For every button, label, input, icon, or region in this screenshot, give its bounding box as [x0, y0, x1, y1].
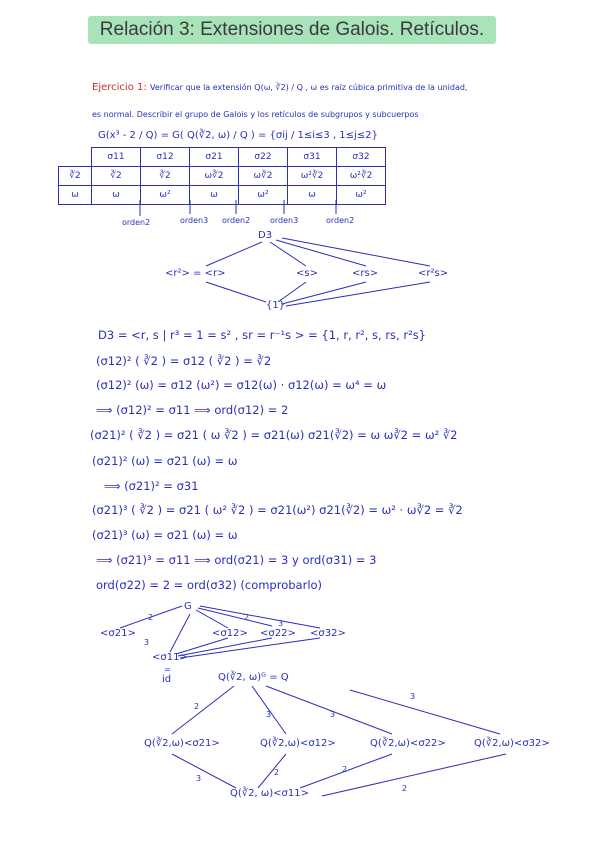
equation: D3 = <r, s | r³ = 1 = s² , sr = r⁻¹s > = {1, r, r², s, rs, r²s}: [98, 328, 427, 342]
lattice2-top: G: [184, 601, 192, 612]
table-header: σ21: [190, 148, 239, 167]
lattice3-edge: [258, 754, 286, 788]
lattice1-node: <rs>: [352, 268, 379, 279]
equation: (σ21)³ (ω) = σ21 (ω) = ω: [92, 528, 238, 542]
lattice1-edge: [206, 282, 266, 302]
row-label: ∛2: [59, 167, 92, 186]
table-header: σ32: [337, 148, 386, 167]
equation: (σ12)² (ω) = σ12 (ω²) = σ12(ω) · σ12(ω) = ω⁴ = ω: [96, 378, 387, 392]
lattice2-edge: [180, 638, 320, 658]
page-title: Relación 3: Extensiones de Galois. Retículos.: [88, 16, 496, 44]
edge-label: 3: [330, 710, 336, 719]
lattice2-edge: [200, 606, 320, 628]
table-cell: ω²: [141, 186, 190, 205]
table-cell: ω: [92, 186, 141, 205]
lattice3-edge: [172, 754, 236, 788]
table-header: σ12: [141, 148, 190, 167]
table-cell: ω²: [239, 186, 288, 205]
equation: ord(σ22) = 2 = ord(σ32) (comprobarlo): [96, 578, 323, 592]
lattice2-edge: [196, 610, 228, 628]
table-cell: ω²: [337, 186, 386, 205]
lattice2-node: <σ32>: [310, 628, 346, 639]
edge-label: 3: [266, 710, 272, 719]
equation: (σ21)² (ω) = σ21 (ω) = ω: [92, 454, 238, 468]
table-header: σ11: [92, 148, 141, 167]
table-cell: ω∛2: [239, 167, 288, 186]
table-cell: ω∛2: [190, 167, 239, 186]
lattice1-edge: [276, 240, 366, 266]
edge-label: 3: [278, 619, 284, 628]
edge-label: 2: [148, 613, 154, 622]
lattice2-edge: [170, 614, 190, 652]
table-header: σ22: [239, 148, 288, 167]
edge-label: 2: [194, 702, 200, 711]
equation: ⟹ (σ21)³ = σ11 ⟹ ord(σ21) = 3 y ord(σ31) = 3: [96, 553, 377, 567]
order-label: orden2: [122, 218, 151, 227]
equation: (σ21)² ( ∛2 ) = σ21 ( ω ∛2 ) = σ21(ω) σ21(∛2) = ω ω∛2 = ω² ∛2: [90, 428, 458, 442]
edge-label: 3: [410, 692, 416, 701]
lattice1-edge: [282, 238, 430, 266]
lattice1-node: <r²> = <r>: [165, 268, 226, 279]
lattice2-node: <σ22>: [260, 628, 296, 639]
lattice3-top: Q(∛2, ω)ᴳ = Q: [218, 672, 289, 683]
lattice3-edge: [322, 754, 506, 796]
table-header: σ31: [288, 148, 337, 167]
exercise-statement-1: Verificar que la extensión Q(ω, ∛2) / Q , ω es raíz cúbica primitiva de la unidad,: [150, 83, 468, 92]
exercise-label: Ejercicio 1:: [92, 82, 147, 93]
lattice2-node: <σ12>: [212, 628, 248, 639]
lattice3-edge: [172, 686, 234, 734]
galois-group-line: G(x³ - 2 / Q) = G( Q(∛2, ω) / Q ) = {σij / 1≤i≤3 , 1≤j≤2}: [98, 130, 378, 141]
edge-label: 2: [274, 768, 280, 777]
order-label: orden3: [270, 216, 299, 225]
lattice2-bottom-eq: =: [164, 665, 171, 674]
lattice3-edge: [252, 686, 286, 734]
row-label: ω: [59, 186, 92, 205]
edge-label: 2: [342, 765, 348, 774]
lattice3-node: Q(∛2,ω)<σ12>: [260, 738, 336, 749]
lattice1-edge: [270, 242, 306, 266]
lattice2-edge: [120, 606, 182, 628]
equation: (σ21)³ ( ∛2 ) = σ21 ( ω² ∛2 ) = σ21(ω²) σ21(∛2) = ω² · ω∛2 = ∛2: [92, 503, 463, 517]
lattice1-edge: [282, 282, 366, 304]
edge-label: 2: [244, 613, 250, 622]
table-cell: ∛2: [141, 167, 190, 186]
table-cell: ω²∛2: [288, 167, 337, 186]
edge-label: 3: [196, 774, 202, 783]
lattice3-node: Q(∛2,ω)<σ32>: [474, 738, 550, 749]
lattice1-edge: [286, 282, 430, 306]
table-cell: ω: [190, 186, 239, 205]
lattice3-edge: [266, 686, 392, 734]
equation: (σ12)² ( ∛2 ) = σ12 ( ∛2 ) = ∛2: [96, 354, 272, 368]
table-cell: ∛2: [92, 167, 141, 186]
table-cell: ω: [288, 186, 337, 205]
exercise-statement-2: es normal. Describir el grupo de Galois y los retículos de subgrupos y subcuerpos: [92, 110, 419, 119]
lattice1-top: D3: [258, 230, 273, 241]
lattice2-node: <σ21>: [100, 628, 136, 639]
table-cell: ω²∛2: [337, 167, 386, 186]
lattice1-bottom: {1}: [266, 300, 286, 311]
lattice2-bottom: <σ11>: [152, 652, 188, 663]
lattice3-node: Q(∛2,ω)<σ21>: [144, 738, 220, 749]
equation: ⟹ (σ21)² = σ31: [104, 479, 199, 493]
edge-label: 3: [144, 638, 150, 647]
lattice3-bottom: Q(∛2, ω)<σ11>: [230, 788, 309, 799]
lattice1-node: <r²s>: [418, 268, 449, 279]
lattice2-bottom-id: id: [162, 674, 172, 685]
edge-label: 2: [402, 784, 408, 793]
order-label: orden2: [326, 216, 355, 225]
order-label: orden2: [222, 216, 251, 225]
order-label: orden3: [180, 216, 209, 225]
lattice1-node: <s>: [296, 268, 318, 279]
lattice3-node: Q(∛2,ω)<σ22>: [370, 738, 446, 749]
lattice1-edge: [206, 242, 262, 266]
equation: ⟹ (σ12)² = σ11 ⟹ ord(σ12) = 2: [96, 403, 289, 417]
lattice3-edge: [350, 690, 500, 734]
